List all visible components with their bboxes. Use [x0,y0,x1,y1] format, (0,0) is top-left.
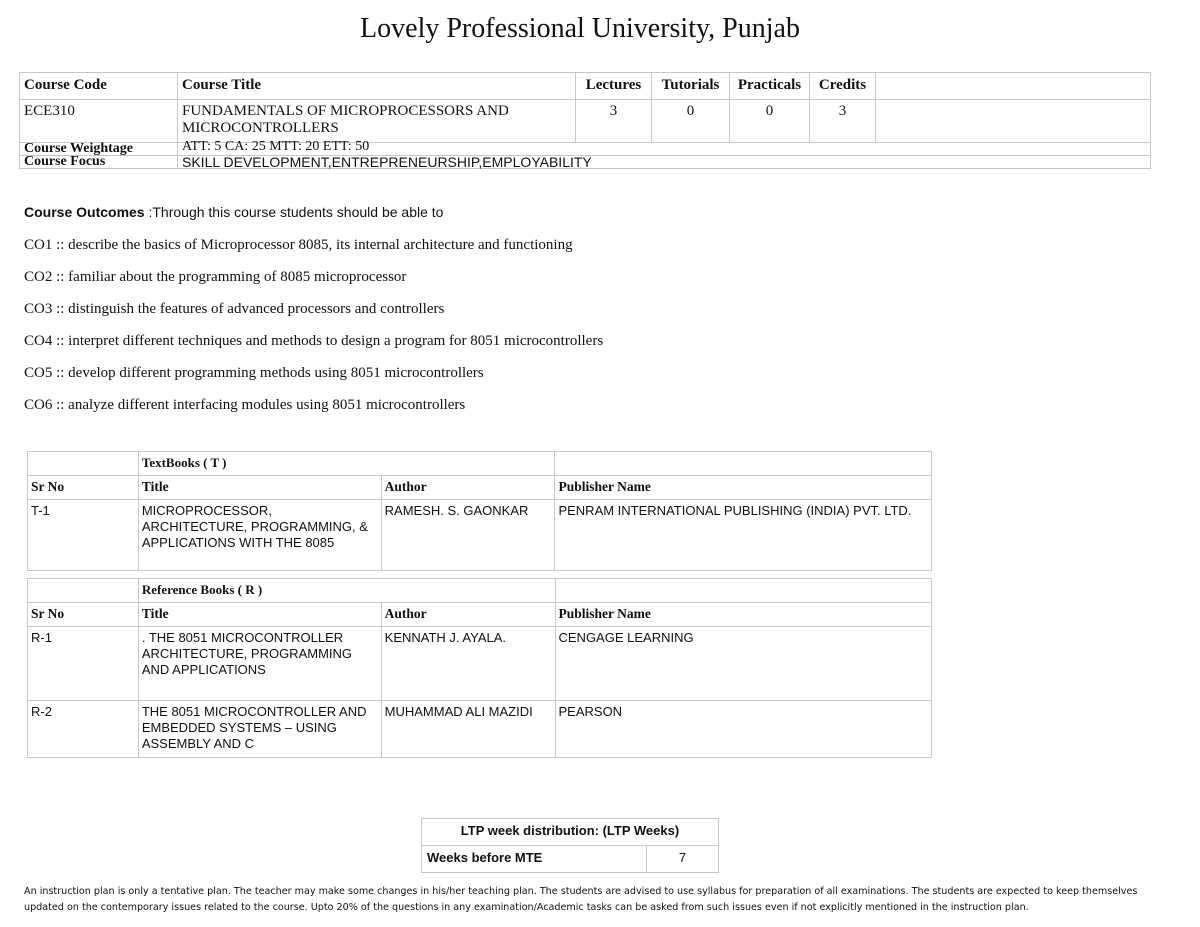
ltp-row-value: 7 [647,846,719,873]
textbooks-section-cell [138,452,555,476]
book-publisher: CENGAGE LEARNING [555,627,932,701]
textbooks-table [27,451,932,571]
book-publisher: PEARSON [555,701,932,758]
book-sr: R-2 [28,701,139,758]
book-author: KENNATH J. AYALA. [381,627,555,701]
col-title: Title [138,603,381,627]
course-outcomes [24,204,1124,428]
table-row [28,701,932,758]
header-course-code: Course Code [20,73,178,100]
book-publisher: PENRAM INTERNATIONAL PUBLISHING (INDIA) PVT. LTD. [555,500,932,571]
course-details-table [19,72,1151,169]
references-column-header-row [28,603,932,627]
course-table-header-row [20,73,1151,100]
book-author: MUHAMMAD ALI MAZIDI [381,701,555,758]
data-empty-cell [876,100,1151,143]
header-course-title: Course Title [178,73,576,100]
outcomes-intro-text: :Through this course students should be able to [144,204,444,220]
textbooks-column-header-row [28,476,932,500]
course-outcome-6: CO6 :: analyze different interfacing modules using 8051 microcontrollers [24,397,466,413]
outcomes-intro [24,204,1124,224]
focus-value: SKILL DEVELOPMENT,ENTREPRENEURSHIP,EMPLOYABILITY [178,156,1151,169]
instruction-plan-footnote: An instruction plan is only a tentative plan. The teacher may make some changes in his/her teaching plan. The students are advised to use syllabus for preparation of all examinations. The students are expected to keep themselves updated on the contemporary issues related to the course. Upto 20% of the questions in any examination/Academic tasks can be asked from such issues even if not explicitly mentioned in the instruction plan. [24,886,1138,913]
focus-label: Course Focus [20,156,178,169]
course-data-row [20,100,1151,143]
col-title: Title [138,476,381,500]
ltp-title-row [422,819,719,846]
focus-row [20,156,1151,169]
ltp-row-label: Weeks before MTE [422,846,647,873]
book-title: . THE 8051 MICROCONTROLLER ARCHITECTURE, PROGRAMMING AND APPLICATIONS [138,627,381,701]
tutorials-value: 0 [652,100,730,143]
page-title: Lovely Professional University, Punjab [360,13,800,44]
outcomes-heading: Course Outcomes [24,204,145,220]
weightage-value-cell [178,139,1151,156]
header-tutorials: Tutorials [652,73,730,100]
practicals-value: 0 [730,100,810,143]
header-credits: Credits [810,73,876,100]
course-outcome-5: CO5 :: develop different programming methods using 8051 microcontrollers [24,365,484,381]
book-title: THE 8051 MICROCONTROLLER AND EMBEDDED SYSTEMS – USING ASSEMBLY AND C [138,701,381,758]
header-empty-cell [876,73,1151,100]
credits-value: 3 [810,100,876,143]
section-empty-cell [28,579,139,603]
col-author: Author [381,476,555,500]
book-sr: R-1 [28,627,139,701]
ltp-week-distribution-table [421,818,719,873]
col-author: Author [381,603,555,627]
weightage-label: Course Weightage [20,143,178,156]
textbooks-section-title: TextBooks ( T ) [141,455,227,470]
col-sr-no: Sr No [28,603,139,627]
header-lectures: Lectures [576,73,652,100]
lectures-value: 3 [576,100,652,143]
references-section-cell [138,579,555,603]
references-section-row [28,579,932,603]
section-empty-cell [28,452,139,476]
col-sr-no: Sr No [28,476,139,500]
section-empty-cell-right [555,579,932,603]
col-publisher: Publisher Name [555,603,932,627]
textbooks-section-row [28,452,932,476]
ltp-title: LTP week distribution: (LTP Weeks) [422,819,719,846]
course-code: ECE310 [20,100,178,143]
book-sr: T-1 [28,500,139,571]
book-author: RAMESH. S. GAONKAR [381,500,555,571]
references-section-title: Reference Books ( R ) [141,582,263,597]
course-outcome-4: CO4 :: interpret different techniques and methods to design a program for 8051 microcontrollers [24,333,604,349]
course-outcome-2: CO2 :: familiar about the programming of 8085 microprocessor [24,269,407,285]
section-empty-cell-right [555,452,932,476]
ltp-data-row [422,846,719,873]
reference-books-table [27,578,932,758]
book-title: MICROPROCESSOR, ARCHITECTURE, PROGRAMMING, & APPLICATIONS WITH THE 8085 [138,500,381,571]
header-practicals: Practicals [730,73,810,100]
table-row [28,627,932,701]
col-publisher: Publisher Name [555,476,932,500]
course-outcome-1: CO1 :: describe the basics of Microprocessor 8085, its internal architecture and functioning [24,237,573,253]
weightage-value: ATT: 5 CA: 25 MTT: 20 ETT: 50 [182,139,370,154]
course-title: FUNDAMENTALS OF MICROPROCESSORS AND MICROCONTROLLERS [178,100,576,143]
table-row [28,500,932,571]
course-outcome-3: CO3 :: distinguish the features of advanced processors and controllers [24,301,445,317]
